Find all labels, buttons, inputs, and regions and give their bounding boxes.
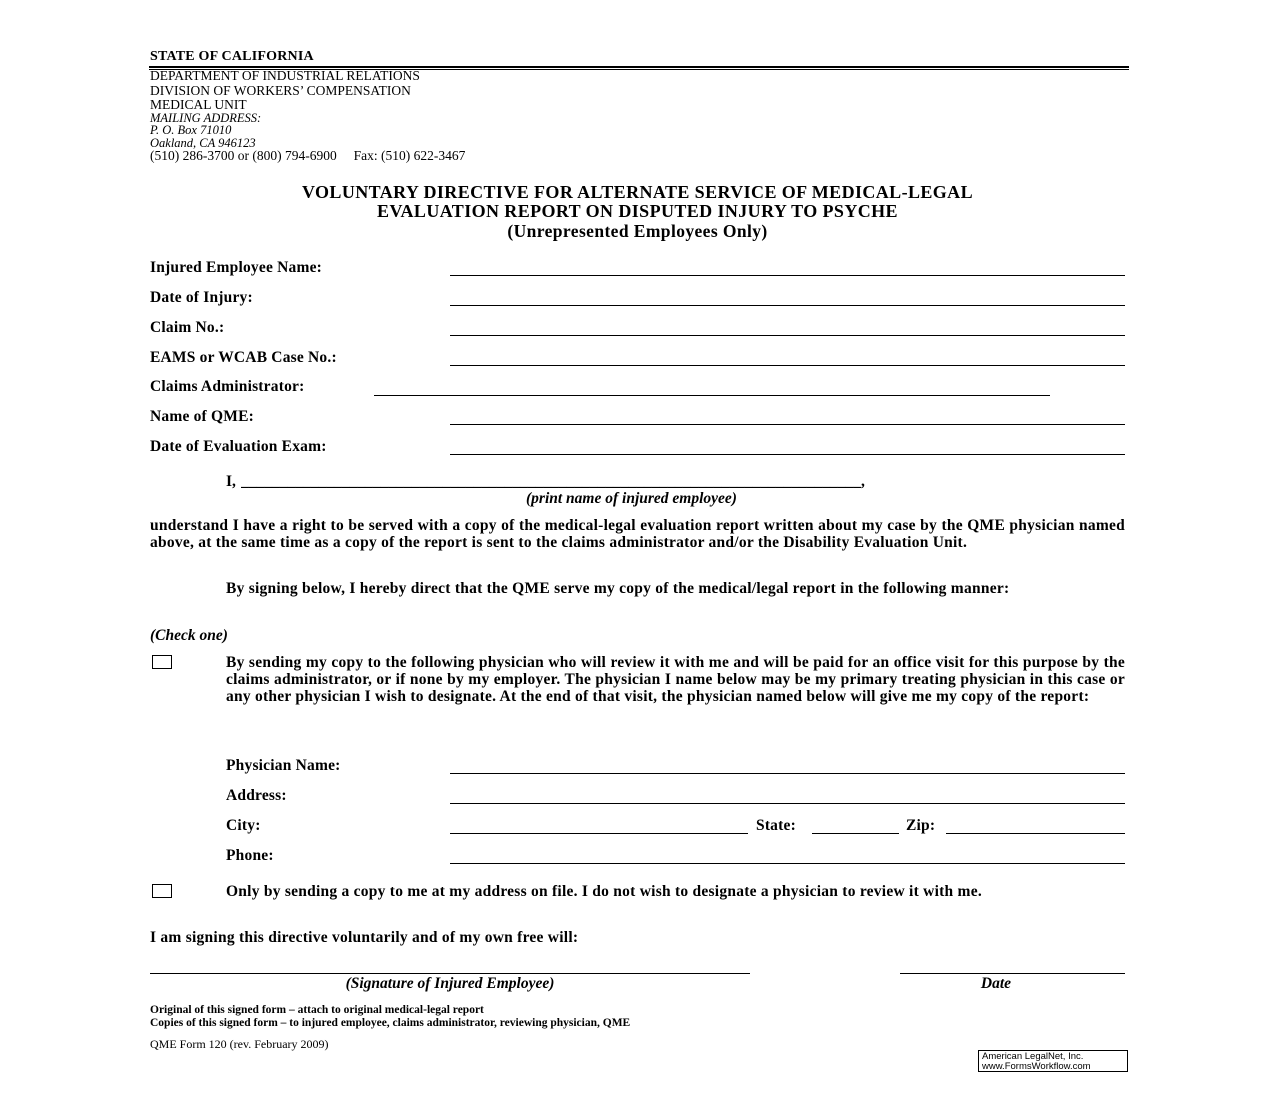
physician-city-label: City: [226, 817, 261, 834]
voluntary-statement: I am signing this directive voluntarily and of my own free will: [150, 929, 579, 946]
qme-name-label: Name of QME: [150, 408, 254, 425]
physician-phone-label: Phone: [226, 847, 274, 864]
physician-name-label: Physician Name: [226, 757, 341, 774]
unit-line: MEDICAL UNIT [150, 97, 247, 112]
case-no-label: EAMS or WCAB Case No.: [150, 349, 337, 366]
physician-state-label: State: [756, 817, 796, 834]
qme-name-field[interactable] [450, 424, 1125, 425]
publisher-badge [978, 1050, 1128, 1072]
date-signed-field[interactable] [900, 973, 1125, 974]
employee-name-field[interactable] [450, 275, 1125, 276]
case-no-field[interactable] [450, 365, 1125, 366]
check-one-label: (Check one) [150, 627, 228, 644]
physician-zip-field[interactable] [946, 833, 1125, 834]
physician-name-field[interactable] [450, 773, 1125, 774]
copies-form-note: Copies of this signed form – to injured employee, claims administrator, reviewing physician, QME [150, 1017, 631, 1029]
direction-paragraph: By signing below, I hereby direct that the QME serve my copy of the medical/legal report in the following manner: [226, 580, 1010, 597]
date-of-injury-field[interactable] [450, 305, 1125, 306]
physician-address-field[interactable] [450, 803, 1125, 804]
physician-city-field[interactable] [450, 833, 748, 834]
mailing-address-label: MAILING ADDRESS: [150, 111, 262, 125]
physician-state-field[interactable] [812, 833, 899, 834]
exam-date-field[interactable] [450, 454, 1125, 455]
physician-zip-label: Zip: [906, 817, 936, 834]
physician-phone-field[interactable] [450, 863, 1125, 864]
date-of-injury-label: Date of Injury: [150, 289, 253, 306]
publisher-name: American LegalNet, Inc. [982, 1051, 1084, 1062]
form-title-line-1: VOLUNTARY DIRECTIVE FOR ALTERNATE SERVICE OF MEDICAL-LEGAL [301, 182, 973, 202]
state-heading: STATE OF CALIFORNIA [150, 49, 314, 64]
city-line: Oakland, CA 946123 [150, 136, 256, 150]
division-line: DIVISION OF WORKERS’ COMPENSATION [150, 83, 411, 98]
signature-caption: (Signature of Injured Employee) [345, 975, 555, 992]
form-number: QME Form 120 (rev. February 2009) [150, 1037, 329, 1051]
claim-no-label: Claim No.: [150, 319, 225, 336]
option-address-checkbox[interactable] [152, 884, 172, 898]
option-address-text: Only by sending a copy to me at my address on file. I do not wish to designate a physician to review it with me. [226, 883, 982, 900]
claims-administrator-label: Claims Administrator: [150, 378, 305, 395]
publisher-url: www.FormsWorkflow.com [982, 1061, 1091, 1072]
declaration-prefix: I, [226, 473, 236, 490]
exam-date-label: Date of Evaluation Exam: [150, 438, 327, 455]
physician-address-label: Address: [226, 787, 287, 804]
rights-paragraph: understand I have a right to be served with a copy of the medical-legal evaluation report written about my case by the QME physician named above, at the same time as a copy of the report is sent to the claims administrator and/or the Disability Evaluation Unit. [150, 517, 1125, 551]
po-box-line: P. O. Box 71010 [150, 123, 232, 137]
claims-administrator-field[interactable] [374, 395, 1050, 396]
employee-name-label: Injured Employee Name: [150, 259, 323, 276]
date-caption: Date [980, 975, 1012, 992]
print-name-field[interactable]: ________________________________________________________________________________, [241, 473, 865, 490]
option-physician-text: By sending my copy to the following physician who will review it with me and will be paid for an office visit for this purpose by the claims administrator, or if none by my employer. The physician I name below may be my primary treating physician in this case or any other physician I wish to designate. At the end of that visit, the physician named below will give me my copy of the report: [226, 654, 1125, 705]
department-line: DEPARTMENT OF INDUSTRIAL RELATIONS [150, 68, 420, 83]
phone-fax-line: (510) 286-3700 or (800) 794-6900 Fax: (510) 622-3467 [150, 148, 466, 163]
print-name-caption: (print name of injured employee) [526, 490, 737, 507]
option-physician-checkbox[interactable] [152, 655, 172, 669]
original-form-note: Original of this signed form – attach to original medical-legal report [150, 1004, 484, 1016]
claim-no-field[interactable] [450, 335, 1125, 336]
form-title-line-2: EVALUATION REPORT ON DISPUTED INJURY TO PSYCHE [377, 201, 898, 221]
form-subtitle: (Unrepresented Employees Only) [507, 221, 768, 241]
signature-field[interactable] [150, 973, 750, 974]
